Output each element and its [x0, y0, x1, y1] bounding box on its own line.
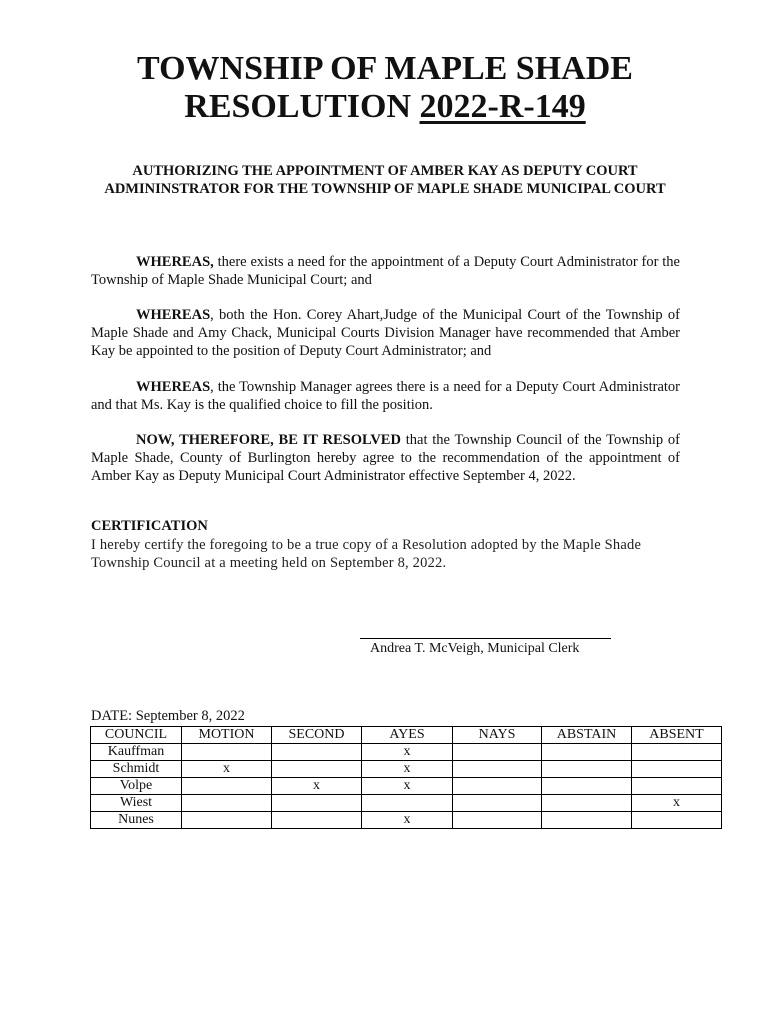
vote-cell — [542, 795, 632, 812]
header-abstain: ABSTAIN — [542, 727, 632, 744]
vote-cell — [453, 795, 542, 812]
vote-cell — [453, 761, 542, 778]
resolution-title — [0, 88, 770, 126]
vote-cell — [542, 812, 632, 829]
header-ayes: AYES — [362, 727, 453, 744]
table-row — [91, 812, 722, 829]
paragraph-lead: WHEREAS — [136, 307, 211, 323]
resolution-label: RESOLUTION — [184, 88, 420, 125]
vote-table-header — [91, 727, 722, 744]
header-second: SECOND — [272, 727, 362, 744]
council-member: Kauffman — [91, 744, 182, 761]
vote-cell — [542, 778, 632, 795]
vote-cell — [272, 795, 362, 812]
vote-cell — [182, 795, 272, 812]
paragraph-text: , both the Hon. Corey Ahart,Judge of the Municipal Court of the Township of Maple Shade and Amy Chack, Municipal Courts Division Manager have recommended that Amber Kay be appointed to the position of Deputy Court Administrator; and — [91, 307, 680, 359]
paragraph-text: there exists a need for the appointment of a Deputy Court Administrator for the Township of Maple Shade Municipal Court; and — [91, 254, 680, 288]
vote-cell — [453, 778, 542, 795]
vote-cell — [453, 812, 542, 829]
resolved-paragraph — [91, 431, 680, 485]
whereas-paragraph-1 — [91, 253, 680, 289]
paragraph-lead: WHEREAS — [136, 379, 211, 395]
paragraph-lead: WHEREAS, — [136, 254, 214, 270]
council-member: Nunes — [91, 812, 182, 829]
vote-cell: x — [362, 812, 453, 829]
table-row — [91, 744, 722, 761]
vote-cell — [182, 778, 272, 795]
vote-cell — [542, 761, 632, 778]
council-member: Wiest — [91, 795, 182, 812]
header-motion: MOTION — [182, 727, 272, 744]
township-title: TOWNSHIP OF MAPLE SHADE — [137, 50, 633, 87]
vote-cell: x — [182, 761, 272, 778]
table-row — [91, 778, 722, 795]
vote-cell — [182, 744, 272, 761]
vote-date: DATE: September 8, 2022 — [91, 708, 245, 724]
council-member: Volpe — [91, 778, 182, 795]
paragraph-text: that the Township Council of the Township of Maple Shade, County of Burlington hereby agree to the recommendation of the appointment of Amber Kay as Deputy Municipal Court Administrator effective September 4, 2022. — [91, 432, 680, 484]
vote-cell: x — [362, 761, 453, 778]
header-absent: ABSENT — [632, 727, 722, 744]
vote-cell — [272, 761, 362, 778]
vote-cell — [453, 744, 542, 761]
table-row — [91, 761, 722, 778]
vote-cell — [632, 812, 722, 829]
paragraph-text: , the Township Manager agrees there is a need for a Deputy Court Administrator and that Ms. Kay is the qualified choice to fill the position. — [91, 379, 680, 413]
vote-cell — [632, 778, 722, 795]
vote-cell — [362, 795, 453, 812]
vote-cell: x — [362, 778, 453, 795]
vote-cell: x — [362, 744, 453, 761]
vote-cell — [632, 744, 722, 761]
certification-heading: CERTIFICATION — [91, 518, 208, 534]
vote-table — [90, 726, 722, 829]
vote-cell — [632, 761, 722, 778]
header-council: COUNCIL — [91, 727, 182, 744]
resolution-number: 2022-R-149 — [419, 88, 586, 125]
certification-text: I hereby certify the foregoing to be a true copy of a Resolution adopted by the Maple Shade Township Council at a meeting held on September 8, 2022. — [91, 537, 642, 571]
vote-cell — [182, 812, 272, 829]
signature-line — [360, 638, 611, 639]
vote-cell: x — [632, 795, 722, 812]
vote-cell — [272, 744, 362, 761]
whereas-paragraph-3 — [91, 378, 680, 414]
header-nays: NAYS — [453, 727, 542, 744]
signature-name: Andrea T. McVeigh, Municipal Clerk — [370, 641, 580, 656]
vote-cell — [272, 812, 362, 829]
vote-cell — [542, 744, 632, 761]
resolution-subtitle: AUTHORIZING THE APPOINTMENT OF AMBER KAY AS DEPUTY COURT ADMININSTRATOR FOR THE TOWNSHIP OF MAPLE SHADE MUNICIPAL COURT — [104, 163, 666, 197]
paragraph-lead: NOW, THEREFORE, BE IT RESOLVED — [136, 432, 401, 448]
table-row — [91, 795, 722, 812]
whereas-paragraph-2 — [91, 306, 680, 360]
vote-cell: x — [272, 778, 362, 795]
council-member: Schmidt — [91, 761, 182, 778]
